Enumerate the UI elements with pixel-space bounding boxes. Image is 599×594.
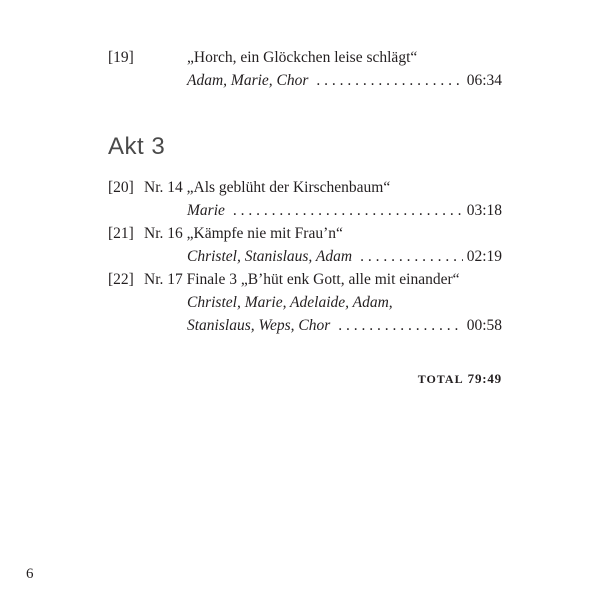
performers-line bbox=[187, 199, 502, 222]
performers bbox=[187, 245, 502, 268]
track-duration: 02:19 bbox=[466, 248, 502, 265]
track-title: Nr. 16 „Kämpfe nie mit Frau’n“ bbox=[144, 225, 343, 242]
performers-text: Stanislaus, Weps, Chor bbox=[187, 317, 331, 334]
track-number: [20] bbox=[108, 179, 134, 196]
page-number: 6 bbox=[26, 566, 34, 582]
performers-text: Adam, Marie, Chor bbox=[187, 72, 309, 89]
dot-leader bbox=[233, 199, 463, 222]
act-heading: Akt 3 bbox=[108, 133, 166, 160]
track-duration: 06:34 bbox=[466, 72, 502, 89]
performers-text: Christel, Stanislaus, Adam bbox=[187, 248, 353, 265]
track-number: [22] bbox=[108, 271, 134, 288]
dot-leader bbox=[360, 245, 463, 268]
performers-line bbox=[187, 69, 502, 92]
performers-line bbox=[187, 245, 502, 268]
track-22 bbox=[108, 268, 502, 340]
performers bbox=[187, 69, 502, 92]
performers bbox=[187, 291, 502, 337]
performers bbox=[187, 199, 502, 222]
total-duration bbox=[418, 371, 502, 387]
track-20 bbox=[108, 176, 502, 224]
track-19 bbox=[108, 46, 502, 94]
performers-line bbox=[187, 314, 502, 337]
performers-text: Marie bbox=[187, 202, 225, 219]
performers-text: Christel, Marie, Adelaide, Adam, bbox=[187, 294, 393, 311]
total-label: TOTAL bbox=[417, 372, 464, 386]
dot-leader bbox=[316, 69, 462, 92]
total-value: 79:49 bbox=[467, 371, 502, 386]
track-duration: 00:58 bbox=[466, 317, 502, 334]
performers-line bbox=[187, 291, 502, 314]
track-title: „Horch, ein Glöckchen leise schlägt“ bbox=[187, 49, 418, 66]
track-number: [19] bbox=[108, 49, 134, 66]
track-number: [21] bbox=[108, 225, 134, 242]
dot-leader bbox=[338, 314, 462, 337]
track-title: Nr. 17 Finale 3 „B’hüt enk Gott, alle mit einander“ bbox=[144, 271, 460, 288]
track-title: Nr. 14 „Als geblüht der Kirschenbaum“ bbox=[144, 179, 391, 196]
track-21 bbox=[108, 222, 502, 270]
track-duration: 03:18 bbox=[466, 202, 502, 219]
